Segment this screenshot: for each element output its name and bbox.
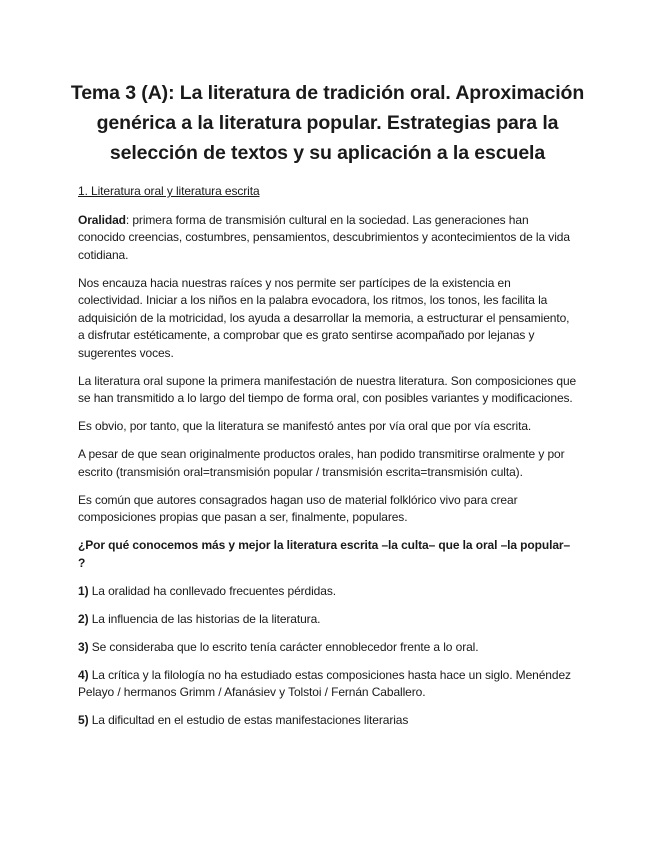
oralidad-paragraph (78, 212, 577, 265)
reason-item (78, 639, 577, 657)
reason-number: 2) (78, 611, 89, 626)
document-title: Tema 3 (A): La literatura de tradición oral. Aproximación genérica a la literatura popular. Estrategias para la selección de textos y su aplicación a la escuela (70, 82, 585, 164)
reason-item (78, 712, 577, 730)
body-paragraph: La literatura oral supone la primera manifestación de nuestra literatura. Son composiciones que se han transmitido a lo largo del tiempo de forma oral, con posibles variantes y modificaciones. (78, 373, 577, 405)
reason-number: 1) (78, 583, 89, 598)
reason-text: La influencia de las historias de la literatura. (88, 611, 321, 626)
body-paragraph: Nos encauza hacia nuestras raíces y nos permite ser partícipes de la existencia en colectividad. Iniciar a los niños en la palabra evocadora, los ritmos, los tonos, les facilita la adquisición de la motricidad, los ayuda a desarrollar la memoria, a estructurar el pensamiento, a disfrutar estéticamente, a comprobar que es grato sentirse acompañado por lejanas y sugerentes voces. (78, 275, 570, 360)
oralidad-term: Oralidad (78, 212, 126, 227)
reason-text: La oralidad ha conllevado frecuentes pérdidas. (88, 583, 336, 598)
reason-item (78, 583, 577, 601)
body-paragraph: A pesar de que sean originalmente productos orales, han podido transmitirse oralmente y por escrito (transmisión oral=transmisión popular / transmisión escrita=transmisión culta). (78, 447, 565, 479)
body-paragraph: Es común que autores consagrados hagan uso de material folklórico vivo para crear composiciones propias que pasan a ser, finalmente, populares. (78, 492, 518, 524)
reason-text: La crítica y la filología no ha estudiado estas composiciones hasta hace un siglo. Menéndez Pelayo / hermanos Grimm / Afanásiev y Tolstoi / Fernán Caballero. (78, 667, 571, 699)
reason-item (78, 667, 577, 702)
reason-number: 3) (78, 639, 89, 654)
section-heading: 1. Literatura oral y literatura escrita (78, 184, 260, 198)
reason-number: 5) (78, 713, 89, 727)
reason-text: La dificultad en el estudio de estas manifestaciones literarias (88, 713, 409, 727)
reason-text: Se consideraba que lo escrito tenía carácter ennoblecedor frente a lo oral. (88, 639, 479, 654)
oralidad-definition: : primera forma de transmisión cultural en la sociedad. Las generaciones han conocido creencias, costumbres, pensamientos, descubrimientos y acontecimientos de la vida cotidiana. (78, 212, 570, 262)
reason-number: 4) (78, 667, 89, 682)
reason-item (78, 611, 577, 629)
body-paragraph: Es obvio, por tanto, que la literatura se manifestó antes por vía oral que por vía escrita. (78, 419, 532, 433)
question-heading: ¿Por qué conocemos más y mejor la literatura escrita –la culta– que la oral –la popular– ? (78, 538, 571, 570)
